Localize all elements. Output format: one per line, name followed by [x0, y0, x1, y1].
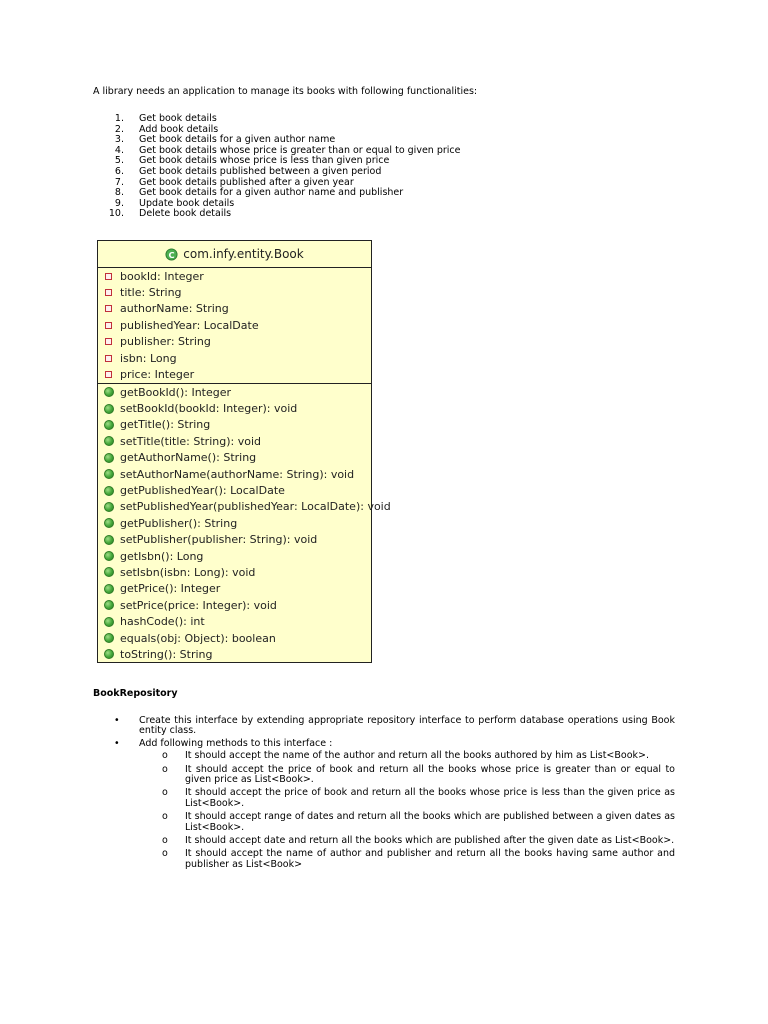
uml-method-text: getBookId(): Integer	[120, 385, 232, 399]
uml-method-row	[98, 548, 371, 564]
sub-bullet-list	[93, 751, 675, 870]
uml-method-text: getPrice(): Integer	[120, 582, 221, 596]
uml-method-row	[98, 384, 371, 400]
private-field-icon	[105, 289, 112, 296]
uml-field-text: publishedYear: LocalDate	[120, 318, 259, 332]
sub-bullet-text: It should accept the price of book and return all the books whose price is less than the given price as List<Book>.	[185, 787, 675, 809]
list-text: Get book details whose price is less than given price	[139, 155, 390, 167]
sub-bullet-item	[93, 849, 675, 870]
sub-bullet-icon: o	[162, 835, 168, 847]
uml-method-row	[98, 417, 371, 433]
sub-bullet-icon: o	[162, 848, 168, 860]
class-icon	[165, 248, 178, 261]
public-method-icon	[104, 600, 114, 610]
sub-bullet-item	[93, 836, 675, 846]
public-method-icon	[104, 469, 114, 479]
private-field-icon	[105, 305, 112, 312]
uml-method-row	[98, 482, 371, 498]
repository-bullets	[93, 716, 675, 873]
uml-field-text: authorName: String	[120, 302, 229, 316]
public-method-icon	[104, 633, 114, 643]
uml-method-text: setPublisher(publisher: String): void	[120, 533, 318, 547]
uml-field-row	[98, 284, 371, 300]
sub-bullet-item	[93, 751, 675, 761]
uml-field-text: publisher: String	[120, 335, 211, 349]
list-number: 4.	[114, 144, 124, 156]
intro-text: A library needs an application to manage its books with following functionalities:	[93, 86, 478, 97]
uml-method-text: getAuthorName(): String	[120, 451, 257, 465]
list-number: 9.	[114, 197, 124, 209]
list-number: 6.	[114, 165, 124, 177]
list-text: Update book details	[139, 197, 235, 209]
public-method-icon	[104, 649, 114, 659]
public-method-icon	[104, 420, 114, 430]
public-method-icon	[104, 551, 114, 561]
bullet-icon: •	[114, 737, 120, 749]
uml-field-row	[98, 334, 371, 350]
uml-method-text: setIsbn(isbn: Long): void	[120, 565, 256, 579]
bullet-item	[93, 739, 675, 749]
uml-field-text: bookId: Integer	[120, 269, 204, 283]
public-method-icon	[104, 535, 114, 545]
uml-method-text: hashCode(): int	[120, 615, 205, 629]
uml-method-text: setAuthorName(authorName: String): void	[120, 467, 355, 481]
private-field-icon	[105, 355, 112, 362]
list-text: Get book details published after a given year	[139, 176, 354, 188]
public-method-icon	[104, 453, 114, 463]
bullet-text: Create this interface by extending appropriate repository interface to perform database operations using Book entity class.	[139, 715, 675, 737]
public-method-icon	[104, 387, 114, 397]
uml-method-row	[98, 532, 371, 548]
uml-method-row	[98, 613, 371, 629]
uml-class-diagram	[97, 240, 391, 663]
list-text: Get book details for a given author name and publisher	[139, 187, 404, 199]
public-method-icon	[104, 502, 114, 512]
uml-method-text: setTitle(title: String): void	[120, 434, 261, 448]
sub-bullet-item	[93, 788, 675, 809]
uml-field-row	[98, 268, 371, 284]
uml-methods-section	[98, 384, 391, 663]
list-number: 5.	[114, 155, 124, 167]
uml-method-text: setBookId(bookId: Integer): void	[120, 402, 298, 416]
section-title: BookRepository	[93, 688, 178, 699]
list-text: Get book details	[139, 113, 217, 124]
bullet-text: Add following methods to this interface :	[139, 737, 333, 749]
uml-method-row	[98, 499, 391, 515]
uml-method-row	[98, 515, 371, 531]
svg-text:C: C	[168, 249, 175, 260]
uml-method-text: equals(obj: Object): boolean	[120, 631, 276, 645]
list-text: Add book details	[139, 123, 219, 135]
uml-method-row	[98, 581, 371, 597]
list-number: 2.	[114, 123, 124, 135]
public-method-icon	[104, 436, 114, 446]
uml-method-row	[98, 400, 371, 416]
list-number: 10.	[108, 208, 124, 220]
sub-bullet-icon: o	[162, 811, 168, 823]
uml-method-text: getPublishedYear(): LocalDate	[120, 484, 285, 498]
private-field-icon	[105, 371, 112, 378]
list-number: 8.	[114, 187, 124, 199]
sub-bullet-icon: o	[162, 763, 168, 775]
uml-method-row	[98, 450, 371, 466]
list-number: 3.	[114, 134, 124, 146]
list-item	[93, 209, 460, 220]
uml-field-row	[98, 350, 371, 366]
uml-method-row	[98, 466, 371, 482]
list-number: 1.	[114, 113, 124, 124]
uml-method-text: setPrice(price: Integer): void	[120, 598, 277, 612]
uml-method-text: getPublisher(): String	[120, 516, 238, 530]
public-method-icon	[104, 486, 114, 496]
uml-method-row	[98, 646, 371, 662]
bullet-icon: •	[114, 715, 120, 726]
private-field-icon	[105, 322, 112, 329]
list-text: Get book details for a given author name	[139, 134, 336, 146]
private-field-icon	[105, 273, 112, 280]
uml-field-row	[98, 366, 371, 382]
sub-bullet-text: It should accept the name of author and publisher and return all the books having same author and publisher as List<Book>	[185, 848, 675, 870]
bullet-item	[93, 716, 675, 737]
list-text: Get book details published between a given period	[139, 165, 382, 177]
public-method-icon	[104, 404, 114, 414]
uml-method-row	[98, 564, 371, 580]
sub-bullet-text: It should accept the name of the author and return all the books authored by him as List<Book>.	[185, 750, 650, 762]
public-method-icon	[104, 567, 114, 577]
uml-method-text: setPublishedYear(publishedYear: LocalDate): void	[120, 500, 391, 514]
uml-method-text: getTitle(): String	[120, 418, 211, 432]
sub-bullet-text: It should accept the price of book and return all the books whose price is greater than or equal to given price as List<Book>.	[185, 763, 675, 786]
public-method-icon	[104, 584, 114, 594]
uml-class-name: com.infy.entity.Book	[183, 247, 304, 261]
list-text: Get book details whose price is greater than or equal to given price	[139, 144, 461, 156]
sub-bullet-item	[93, 765, 675, 786]
uml-method-row	[98, 597, 371, 613]
uml-field-text: isbn: Long	[120, 351, 177, 365]
uml-fields-section	[98, 268, 371, 384]
public-method-icon	[104, 617, 114, 627]
private-field-icon	[105, 338, 112, 345]
uml-class-header	[98, 241, 371, 268]
uml-field-row	[98, 301, 371, 317]
sub-bullet-item	[93, 812, 675, 833]
functionality-list	[93, 114, 460, 220]
uml-field-text: title: String	[120, 286, 182, 300]
sub-bullet-icon: o	[162, 750, 168, 762]
public-method-icon	[104, 518, 114, 528]
list-number: 7.	[114, 176, 124, 188]
list-text: Delete book details	[139, 208, 232, 220]
uml-method-text: toString(): String	[120, 647, 213, 661]
sub-bullet-icon: o	[162, 787, 168, 799]
uml-field-text: price: Integer	[120, 368, 195, 382]
uml-method-row	[98, 433, 371, 449]
uml-field-row	[98, 317, 371, 333]
sub-bullet-text: It should accept date and return all the books which are published after the given date as List<Book>.	[185, 835, 675, 847]
sub-bullet-text: It should accept range of dates and return all the books which are published between a given dates as List<Book>.	[185, 811, 675, 833]
uml-method-row	[98, 630, 371, 646]
uml-method-text: getIsbn(): Long	[120, 549, 204, 563]
